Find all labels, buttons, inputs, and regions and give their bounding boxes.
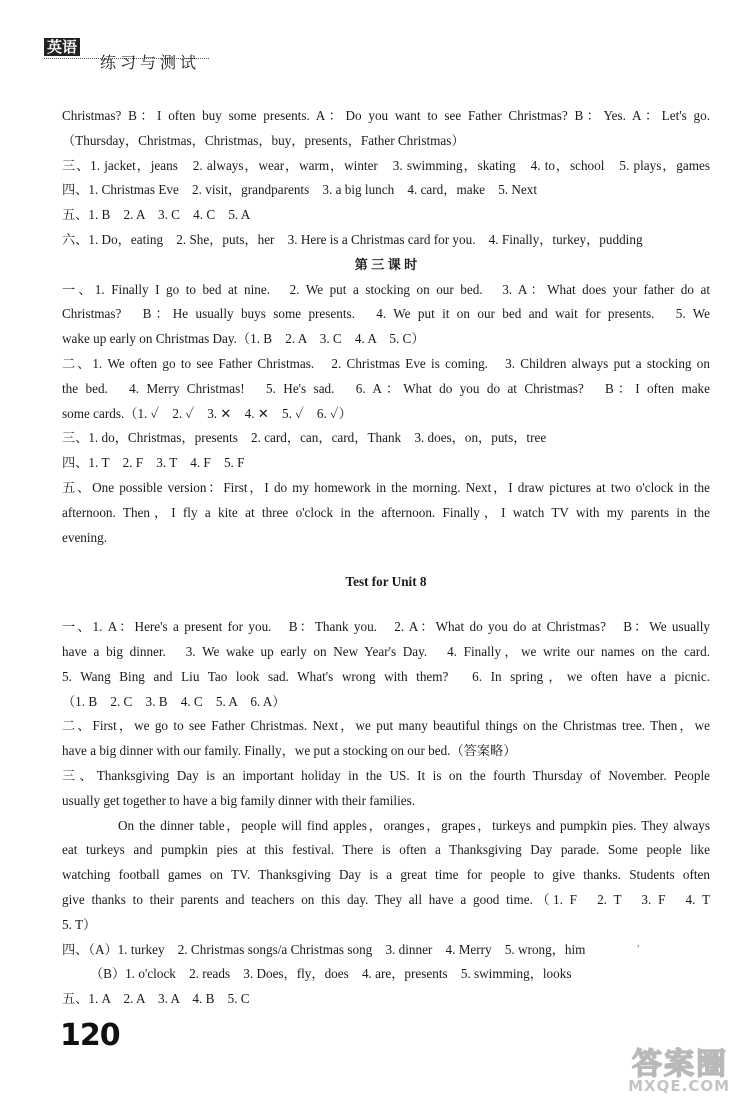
text-line: 一、1. A：Here's a present for you. B：Thank you. 2. A：What do you do at Christmas? B：We usually (62, 619, 710, 635)
text-line: have a big dinner. 3. We wake up early on New Year's Day. 4. Finally，we write our names on the card. (62, 643, 710, 659)
text-line: 六、1. Do，eating 2. She，puts，her 3. Here is a Christmas card for you. 4. Finally，turkey，pudding (62, 231, 643, 247)
text-line: some cards.（1. ✓ 2. ✓ 3. ✕ 4. ✕ 5. ✓ 6. ✓） (62, 405, 352, 421)
watermark (586, 1039, 736, 1103)
book-title: 练习与测试 (100, 53, 201, 72)
spacer (62, 550, 710, 570)
answer-key-body (62, 104, 710, 1012)
text-line: 五、1. A 2. A 3. A 4. B 5. C (62, 991, 250, 1007)
section-heading: 第 三 课 时 (354, 256, 418, 272)
text-line: 二、1. We often go to see Father Christmas. 2. Christmas Eve is coming. 3. Children always put a stocking on (62, 355, 710, 371)
page-header (44, 36, 224, 76)
text-line: （Thursday，Christmas，Christmas，buy，presents，Father Christmas） (62, 132, 465, 148)
watermark-logo: 答案圈 (632, 1047, 728, 1082)
text-line: 三、1. jacket，jeans 2. always，wear，warm，winter 3. swimming，skating 4. to，school 5. plays，games (62, 157, 710, 173)
text-line: afternoon. Then，I fly a kite at three o'clock in the afternoon. Finally，I watch TV with my parents in the (62, 504, 710, 520)
text-line: watching football games on TV. Thanksgiving Day is a great time for people to give thanks. Students often (62, 867, 710, 883)
text-line: 5. T） (62, 916, 97, 932)
subject-badge: 英语 (44, 38, 80, 56)
text-line: （B）1. o'clock 2. reads 3. Does，fly，does 4. are，presents 5. swimming，looks (90, 966, 572, 982)
text-line: Christmas? B：I often buy some presents. A：Do you want to see Father Christmas? B：Yes. A：Let's go. (62, 108, 710, 123)
text-line: Christmas? B：He usually buys some presents. 4. We put it on our bed and wait for presents. 5. We (62, 306, 710, 322)
text-line: evening. (62, 529, 108, 545)
text-line: 二、First，we go to see Father Christmas. Next，we put many beautiful things on the Christmas tree. Then，we (62, 718, 710, 734)
text-line: the bed. 4. Merry Christmas! 5. He's sad. 6. A：What do you do at Christmas? B：I often make (62, 380, 710, 396)
section-heading: Test for Unit 8 (345, 574, 427, 590)
text-line: wake up early on Christmas Day.（1. B 2. A 3. C 4. A 5. C） (62, 331, 425, 347)
text-line: 四、1. T 2. F 3. T 4. F 5. F (62, 455, 245, 471)
page-number: 120 (60, 1018, 120, 1053)
text-line: 一、1. Finally I go to bed at nine. 2. We put a stocking on our bed. 3. A：What does your father do at (62, 281, 710, 297)
spacer (62, 595, 710, 615)
text-line: （1. B 2. C 3. B 4. C 5. A 6. A） (62, 693, 286, 709)
text-line: 五、One possible version：First，I do my homework in the morning. Next，I draw pictures at two o'clock in the (62, 479, 710, 495)
text-line: eat turkeys and pumpkin pies at this festival. There is often a Thanksgiving Day parade. Some people like (62, 842, 710, 858)
text-line: usually get together to have a big family dinner with their families. (62, 792, 416, 808)
text-line: On the dinner table，people will find apples，oranges，grapes，turkeys and pumpkin pies. They always (118, 817, 710, 833)
text-line: 四、1. Christmas Eve 2. visit，grandparents 3. a big lunch 4. card，make 5. Next (62, 182, 538, 198)
text-line: 三、1. do，Christmas，presents 2. card，can，card，Thank 3. does，on，puts，tree (62, 430, 547, 446)
text-line: 5. Wang Bing and Liu Tao look sad. What's wrong with them? 6. In spring，we often have a picnic. (62, 668, 710, 684)
text-line: 五、1. B 2. A 3. C 4. C 5. A (62, 207, 251, 223)
text-line: 三、Thanksgiving Day is an important holiday in the US. It is on the fourth Thursday of November. People (62, 767, 710, 783)
text-line: give thanks to their parents and teachers on this day. They all have a good time.（1. F 2. T 3. F 4. T (62, 891, 710, 907)
watermark-url: MXQE.COM (628, 1077, 730, 1095)
text-line: have a big dinner with our family. Finally，we put a stocking on our bed.（答案略） (62, 743, 517, 759)
text-line: 四、（A）1. turkey 2. Christmas songs/a Christmas song 3. dinner 4. Merry 5. wrong，him (62, 941, 586, 957)
stray-mark: , (637, 938, 640, 949)
